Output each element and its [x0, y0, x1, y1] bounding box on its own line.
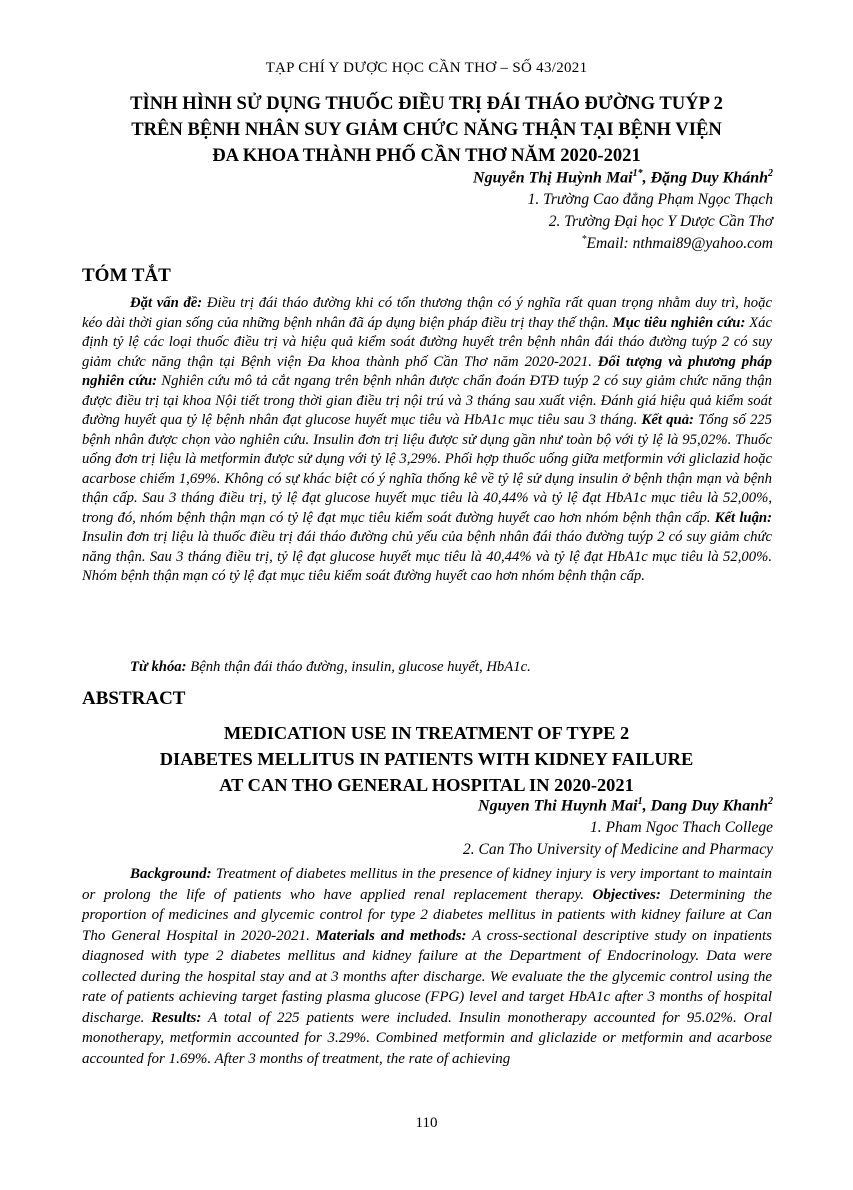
keywords-vietnamese [82, 658, 772, 678]
author-affiliation-mark: 2 [768, 796, 773, 807]
abstract-english [82, 864, 772, 1069]
abstract-text: Treatment of diabetes mellitus in the presence of kidney injury is very important to maintain or prolong the life of patients who have applied renal replacement therapy. [82, 866, 772, 903]
summary-vietnamese [82, 294, 772, 587]
page-number: 110 [415, 1115, 438, 1131]
author-separator: , [642, 797, 651, 815]
corresponding-email [582, 234, 773, 253]
author-name: Đặng Duy Khánh [650, 169, 768, 187]
author-affiliation-mark: 1 [637, 796, 643, 807]
abstract-text: A cross-sectional descriptive study on inpatients diagnosed with type 2 diabetes mellitus and kidney failure at the Department of Endocrinology. Data were collected during the hospital stay and at 3 months after discharge. We evaluate the the glycemic control using the rate of patients achieving target fasting plasma glucose (FPG) level and target HbA1c after 3 months of hospital discharge. [82, 927, 772, 1026]
affiliation-1: 1. Trường Cao đẳng Phạm Ngọc Thạch [527, 191, 773, 208]
title-en-line: DIABETES MELLITUS IN PATIENTS WITH KIDNEY FAILURE [159, 749, 694, 769]
email-mark: * [581, 234, 587, 245]
summary-text: Xác định tỷ lệ các loại thuốc điều trị và hiệu quả kiểm soát đường huyết trên bệnh nhân đái tháo đường tuýp 2 có suy giảm chức năng thận tại Bệnh viện Đa khoa thành phố Cần Thơ năm 2020-2021. [82, 314, 772, 370]
keywords-label: Từ khóa: [130, 659, 187, 675]
journal-header: TẠP CHÍ Y DƯỢC HỌC CẦN THƠ – SỐ 43/2021 [265, 60, 588, 76]
author-affiliation-mark: 1* [632, 168, 643, 179]
title-vietnamese [60, 91, 793, 169]
authors-english [478, 796, 773, 815]
summary-text: Tổng số 225 bệnh nhân được chọn vào nghiên cứu. Insulin đơn trị liệu được sử dụng gần như toàn bộ với tỷ lệ là 95,02%. Thuốc uống đơn trị liệu là metformin được sử dụng với tỷ lệ 3,29%. Phối hợp thuốc uống giữa metformin với gliclazid hoặc acarbose chiếm 1,69%. Không có sự khác biệt có ý nghĩa thống kê về tỷ lệ sử dụng insulin ở bệnh thận mạn và bệnh thận cấp. Sau 3 tháng điều trị, tỷ lệ đạt glucose huyết mục tiêu là 40,44% và tỷ lệ đạt HbA1c mục tiêu là 52,00%, trong đó, nhóm bệnh thận mạn có tỷ lệ đạt mục tiêu kiểm soát đường huyết cao hơn nhóm bệnh thận cấp. [82, 412, 772, 526]
affiliation-en-1: 1. Pham Ngoc Thach College [590, 819, 773, 836]
summary-text: Nghiên cứu mô tả cắt ngang trên bệnh nhân được chẩn đoán ĐTĐ tuýp 2 có suy giảm chức năng thận được điều trị tại khoa Nội tiết trong thời gian điều trị nội trú và 3 tháng sau xuất viện. Đánh giá hiệu quả kiểm soát đường huyết qua tỷ lệ bệnh nhân đạt glucose huyết mục tiêu và HbA1c mục tiêu sau 3 tháng. [82, 373, 772, 428]
keywords-text: Bệnh thận đái tháo đường, insulin, glucose huyết, HbA1c. [186, 659, 531, 675]
author-name: Nguyễn Thị Huỳnh Mai [473, 169, 633, 187]
summary-label: Đối tượng và phương pháp nghiên cứu: [82, 353, 772, 389]
summary-label: Kết luận: [714, 509, 772, 526]
title-english [60, 720, 793, 798]
authors-vietnamese [473, 168, 773, 187]
abstract-label: Background: [130, 866, 212, 882]
affiliation-2: 2. Trường Đại học Y Dược Cần Thơ [548, 213, 773, 230]
summary-text: Điều trị đái tháo đường khi có tổn thương thận có ý nghĩa rất quan trọng nhằm duy trì, hoặc kéo dài thời gian sống của những bệnh nhân đã áp dụng biện pháp điều trị thay thế thận. [82, 295, 772, 331]
summary-label: Đặt vấn đề: [130, 295, 203, 311]
email-text: Email: nthmai89@yahoo.com [586, 235, 773, 253]
affiliation-en-2: 2. Can Tho University of Medicine and Pharmacy [463, 841, 773, 858]
summary-label: Mục tiêu nghiên cứu: [612, 314, 746, 331]
summary-text: Insulin đơn trị liệu là thuốc điều trị đái tháo đường chủ yếu của bệnh nhân đái tháo đường tuýp 2 có suy giảm chức năng thận. Sau 3 tháng điều trị, tỷ lệ đạt glucose huyết mục tiêu là 40,44% và tỷ lệ đạt HbA1c mục tiêu là 52,00%. Nhóm bệnh thận mạn có tỷ lệ đạt mục tiêu kiểm soát đường huyết cao hơn nhóm bệnh thận cấp. [82, 529, 772, 584]
author-name: Nguyen Thi Huynh Mai [478, 797, 638, 815]
title-en-line: AT CAN THO GENERAL HOSPITAL IN 2020-2021 [219, 775, 634, 795]
author-name: Dang Duy Khanh [650, 797, 768, 815]
summary-heading: TÓM TẮT [82, 265, 171, 286]
title-en-line: MEDICATION USE IN TREATMENT OF TYPE 2 [223, 723, 630, 743]
summary-label: Kết quả: [641, 412, 694, 428]
abstract-label: Results: [151, 1009, 202, 1026]
title-vi-line: TÌNH HÌNH SỬ DỤNG THUỐC ĐIỀU TRỊ ĐÁI THÁO ĐƯỜNG TUÝP 2 [130, 93, 723, 114]
abstract-text: A total of 225 patients were included. Insulin monotherapy accounted for 95.02%. Oral monotherapy, metformin accounted for 3.29%. Combined metformin and gliclazide or metformin and acarbose accounted for 1.69%. After 3 months of treatment, the rate of achieving [82, 1009, 772, 1067]
author-separator: , [642, 169, 651, 187]
abstract-heading: ABSTRACT [82, 688, 186, 709]
title-vi-line: TRÊN BỆNH NHÂN SUY GIẢM CHỨC NĂNG THẬN TẠI BỆNH VIỆN [131, 119, 722, 140]
abstract-label: Materials and methods: [315, 927, 467, 944]
author-affiliation-mark: 2 [768, 168, 773, 179]
abstract-text: Determining the proportion of medicines and glycemic control for type 2 diabetes mellitus in patients with kidney failure at Can Tho General Hospital in 2020-2021. [82, 886, 772, 944]
abstract-label: Objectives: [592, 886, 661, 903]
title-vi-line: ĐA KHOA THÀNH PHỐ CẦN THƠ NĂM 2020-2021 [212, 145, 641, 166]
